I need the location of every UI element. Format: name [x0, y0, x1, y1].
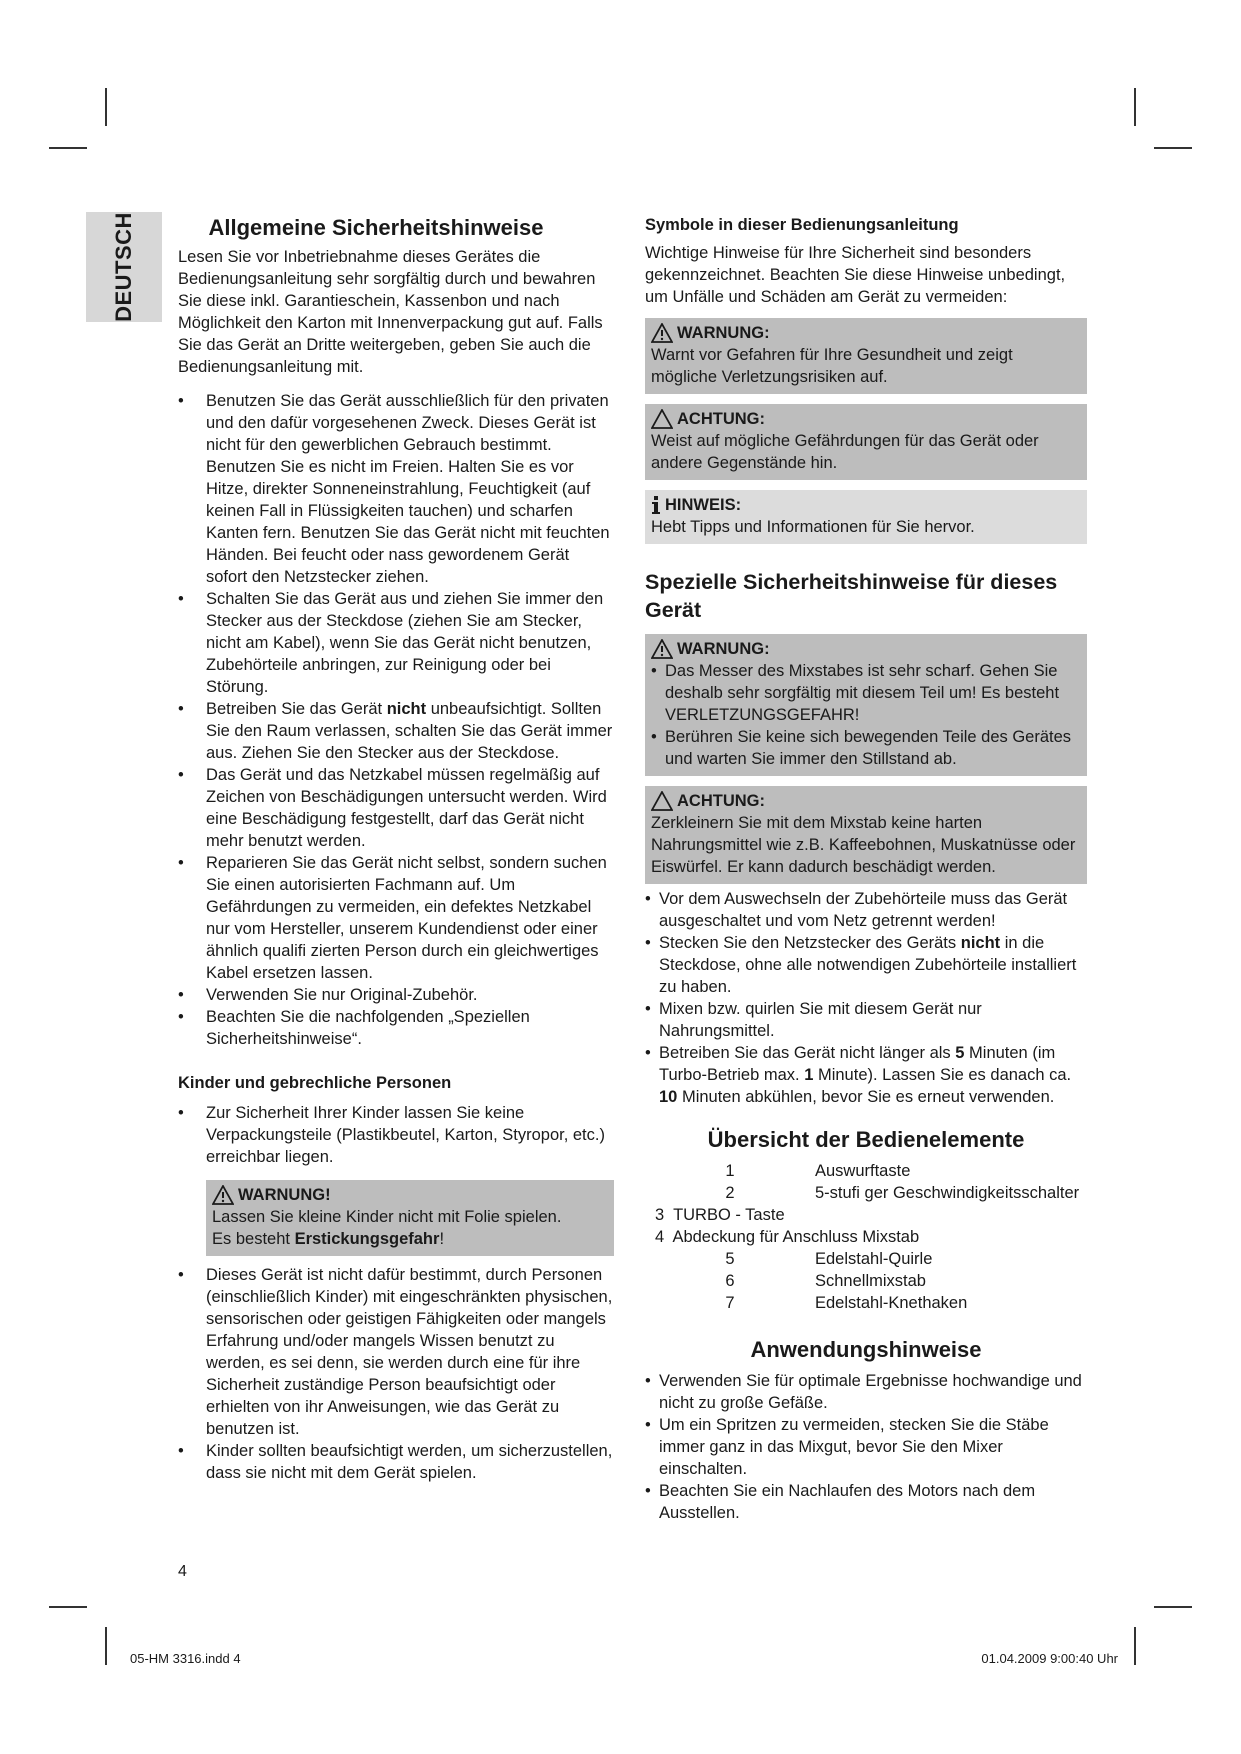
special-warning-title: WARNUNG: [677, 640, 770, 658]
usage-list [645, 1370, 1087, 1524]
kids-warning-box [206, 1180, 614, 1256]
info-icon [651, 495, 661, 515]
list-item: • Benutzen Sie das Gerät ausschließlich für den privaten und den dafür vorgesehenen Zweck. Dieses Gerät ist nicht für den gewerblichen Gebrauch bestimmt. Benutzen Sie es nicht im Freien. Halten Sie es vor Hitze, direkter Sonneneinstrahlung, Feuchtigkeit (auf keinen Fall in Flüssigkeiten tauchen) und scharfen Kanten fern. Benutzen Sie das Gerät nicht mit feuchten Händen. Bei feucht oder nass gewordenem Gerät sofort den Netzstecker ziehen. [178, 390, 614, 588]
list-item: • Beachten Sie die nachfolgenden „Speziellen Sicherheitshinweise“. [178, 1006, 614, 1050]
achtung-symbol-box [645, 404, 1087, 480]
overview-label: Schnellmixstab [815, 1272, 926, 1290]
achtung-title: ACHTUNG: [677, 410, 765, 428]
language-tab [86, 212, 162, 322]
symbols-heading: Symbole in dieser Bedienungsanleitung [645, 216, 959, 234]
page-number: 4 [178, 1563, 187, 1580]
hinweis-title: HINWEIS: [665, 496, 742, 514]
special-safety-heading: Spezielle Sicherheitshinweise für dieses Gerät [645, 570, 1058, 622]
overview-num: 2 [725, 1184, 735, 1202]
overview-num: 6 [725, 1272, 735, 1290]
crop-mark-br-h [1154, 1606, 1192, 1608]
list-item: • Mixen bzw. quirlen Sie mit diesem Gerät nur Nahrungsmittel. [645, 998, 1087, 1042]
list-item: • Zur Sicherheit Ihrer Kinder lassen Sie keine Verpackungsteile (Plastikbeutel, Karton, Styropor, etc.) erreichbar liegen. [178, 1102, 614, 1168]
special-achtung-text: Zerkleinern Sie mit dem Mixstab keine harten Nahrungsmittel wie z.B. Kaffeebohnen, Muskatnüsse oder Eiswürfel. Er kann dadurch beschädigt werden. [651, 814, 1076, 876]
overview-label: Edelstahl-Knethaken [815, 1294, 968, 1312]
crop-mark-tl-h [49, 147, 87, 149]
crop-mark-bl-h [49, 1606, 87, 1608]
list-item: • Dieses Gerät ist nicht dafür bestimmt, durch Personen (einschließlich Kinder) mit eingeschränkten physischen, sensorischen oder geistigen Fähigkeiten oder mangels Erfahrung und/oder mangels Wissen benutzt zu werden, es sei denn, sie werden durch eine für ihre Sicherheit zuständige Person beaufsichtigt oder erhielten von ihr Anweisungen, wie das Gerät zu benutzen ist. [178, 1264, 614, 1440]
list-item: • Das Messer des Mixstabes ist sehr scharf. Gehen Sie deshalb sehr sorgfältig mit diesem Teil um! Es besteht VERLETZUNGSGEFAHR! [651, 660, 1081, 726]
list-item: • Kinder sollten beaufsichtigt werden, um sicherzustellen, dass sie nicht mit dem Gerät spielen. [178, 1440, 614, 1484]
kids-list [178, 1102, 614, 1168]
warnung-title: WARNUNG: [677, 324, 770, 342]
crop-mark-bl-v [105, 1627, 107, 1665]
kids-warning-title: WARNUNG! [212, 1184, 608, 1206]
achtung-text: Weist auf mögliche Gefährdungen für das Gerät oder andere Gegenstände hin. [651, 432, 1039, 472]
crop-mark-tr-v [1134, 88, 1136, 126]
footer-file: 05-HM 3316.indd 4 [130, 1651, 241, 1666]
hinweis-text: Hebt Tipps und Informationen für Sie hervor. [651, 518, 975, 536]
warning-triangle-icon [212, 1185, 234, 1205]
list-item: • Reparieren Sie das Gerät nicht selbst, sondern suchen Sie einen autorisierten Fachmann auf. Um Gefährdungen zu vermeiden, ein defektes Netzkabel nur vom Hersteller, unserem Kundendienst oder einer ähnlich qualifi zierten Person durch ein gleichwertiges Kabel ersetzen lassen. [178, 852, 614, 984]
left-column [178, 214, 614, 1484]
usage-heading: Anwendungshinweise [750, 1337, 982, 1362]
overview-num: 1 [725, 1162, 735, 1180]
kids-warning-line1: Lassen Sie kleine Kinder nicht mit Folie spielen. [212, 1208, 562, 1226]
special-list [645, 888, 1087, 1108]
warning-triangle-icon [651, 639, 673, 659]
special-warning-box [645, 634, 1087, 776]
symbols-intro: Wichtige Hinweise für Ihre Sicherheit sind besonders gekennzeichnet. Beachten Sie diese Hinweise unbedingt, um Unfälle und Schäden am Gerät zu vermeiden: [645, 244, 1066, 306]
overview-num: 5 [725, 1250, 735, 1268]
crop-mark-br-v [1134, 1627, 1136, 1665]
warnung-text: Warnt vor Gefahren für Ihre Gesundheit und zeigt mögliche Verletzungsrisiken auf. [651, 346, 1013, 386]
crop-mark-tr-h [1154, 147, 1192, 149]
overview-num: 7 [725, 1294, 735, 1312]
overview-list [645, 1160, 1087, 1314]
caution-triangle-icon [651, 409, 673, 429]
overview-heading: Übersicht der Bedienelemente [707, 1127, 1025, 1152]
footer-timestamp: 01.04.2009 9:00:40 Uhr [981, 1651, 1118, 1666]
list-item: • Um ein Spritzen zu vermeiden, stecken Sie die Stäbe immer ganz in das Mixgut, bevor Sie den Mixer einschalten. [645, 1414, 1087, 1480]
warning-triangle-icon [651, 323, 673, 343]
list-item: • Verwenden Sie für optimale Ergebnisse hochwandige und nicht zu große Gefäße. [645, 1370, 1087, 1414]
language-tab-label: DEUTSCH [111, 212, 136, 322]
kids-warning-line2: Es besteht Erstickungsgefahr! [212, 1230, 445, 1248]
special-achtung-box [645, 786, 1087, 884]
overview-label: Edelstahl-Quirle [815, 1250, 933, 1268]
hinweis-symbol-box [645, 490, 1087, 544]
safety-list [178, 390, 614, 1050]
kids-list-after [178, 1264, 614, 1484]
special-achtung-title: ACHTUNG: [677, 792, 765, 810]
special-warning-list [651, 660, 1081, 770]
overview-item-inline: 4 Abdeckung für Anschluss Mixstab [655, 1228, 920, 1246]
crop-mark-tl-v [105, 88, 107, 126]
list-item: • Berühren Sie keine sich bewegenden Teile des Gerätes und warten Sie immer den Stillstand ab. [651, 726, 1081, 770]
kids-heading: Kinder und gebrechliche Personen [178, 1074, 452, 1092]
overview-item-inline: 3 TURBO - Taste [655, 1206, 785, 1224]
list-item: • Verwenden Sie nur Original-Zubehör. [178, 984, 614, 1006]
list-item: • Schalten Sie das Gerät aus und ziehen Sie immer den Stecker aus der Steckdose (ziehen Sie am Stecker, nicht am Kabel), wenn Sie das Gerät nicht benutzen, Zubehörteile anbringen, zur Reinigung oder bei Störung. [178, 588, 614, 698]
list-item: • Betreiben Sie das Gerät nicht länger als 5 Minuten (im Turbo-Betrieb max. 1 Minute). Lassen Sie es danach ca. 10 Minuten abkühlen, bevor Sie es erneut verwenden. [645, 1042, 1087, 1108]
list-item: • Beachten Sie ein Nachlaufen des Motors nach dem Ausstellen. [645, 1480, 1087, 1524]
caution-triangle-icon [651, 791, 673, 811]
list-item: • Das Gerät und das Netzkabel müssen regelmäßig auf Zeichen von Beschädigungen untersucht werden. Wird eine Beschädigung festgestellt, darf das Gerät nicht mehr benutzt werden. [178, 764, 614, 852]
list-item: • Betreiben Sie das Gerät nicht unbeaufsichtigt. Sollten Sie den Raum verlassen, schalten Sie das Gerät immer aus. Ziehen Sie den Stecker aus der Steckdose. [178, 698, 614, 764]
overview-label: Auswurftaste [815, 1162, 911, 1180]
intro-paragraph: Lesen Sie vor Inbetriebnahme dieses Gerätes die Bedienungsanleitung sehr sorgfältig durch und bewahren Sie diese inkl. Garantieschein, Kassenbon und nach Möglichkeit den Karton mit Innenverpackung gut auf. Falls Sie das Gerät an Dritte weitergeben, geben Sie auch die Bedienungsanleitung mit. [178, 248, 603, 376]
list-item: • Vor dem Auswechseln der Zubehörteile muss das Gerät ausgeschaltet und vom Netz getrennt werden! [645, 888, 1087, 932]
warnung-symbol-box [645, 318, 1087, 394]
right-column [645, 214, 1087, 1524]
list-item: • Stecken Sie den Netzstecker des Geräts nicht in die Steckdose, ohne alle notwendigen Zubehörteile installiert zu haben. [645, 932, 1087, 998]
overview-label: 5-stufi ger Geschwindigkeitsschalter [815, 1184, 1080, 1202]
general-safety-heading: Allgemeine Sicherheitshinweise [208, 215, 544, 240]
